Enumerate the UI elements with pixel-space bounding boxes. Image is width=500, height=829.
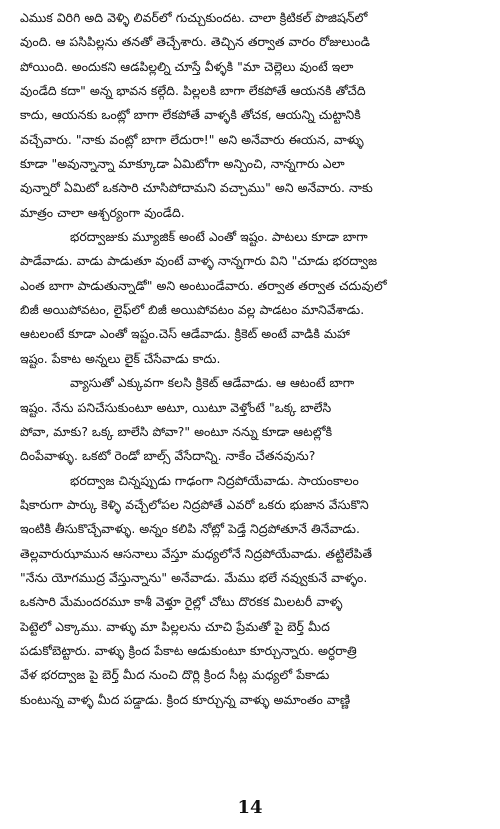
paragraph-start-line: వ్యాసుతో ఎక్కువగా కలసి క్రికెట్ ఆడేవాడు. ఆ ఆటంటే బాగా xyxy=(70,375,355,391)
text-line: వేళ భరద్వాజ పై బెర్త్ మీద నుంచి దొర్లి క్రింద సీట్ల మధ్యలో పేకాడు xyxy=(20,667,330,683)
text-line: పాడేవాడు. వాడు పాడుతూ వుంటే వాళ్ళ నాన్నగారు విని "చూడు భరద్వాజ xyxy=(20,253,378,269)
text-line: ఆటలంటే కూడా ఎంతో ఇష్టం.చెస్ ఆడేవాడు. క్రికెట్ అంటే వాడికి మహా xyxy=(20,326,350,342)
paragraph-start-line: భరద్వాజుకు మ్యూజిక్ అంటే ఎంతో ఇష్టం. పాటలు కూడా బాగా xyxy=(70,229,368,245)
text-line: తెల్లవారుఝామున ఆసనాలు వేస్తూ మధ్యలోనే నిద్రపోయేవాడు. తట్టిలేపితే xyxy=(20,545,373,561)
text-line: బిజీ అయిపోవటం, లైఫ్‌లో బిజీ అయిపోవటం వల్ల పాడటం మానివేశాడు. xyxy=(20,302,365,318)
text-line: కూడా "అవున్నాన్నా మాక్కూడా ఏమిటోగా అన్పించి, నాన్నగారు ఎలా xyxy=(20,156,345,172)
paragraph-start-line: భరద్వాజ చిన్నప్పుడు గాఢంగా నిద్రపోయేవాడు. సాయంకాలం xyxy=(70,472,359,488)
text-line: వుంది. ఆ పసిపిల్లను తనతో తెచ్చేశారు. తెచ్చిన తర్వాత వారం రోజులుండి xyxy=(20,34,370,50)
text-line: "నేను యోగముద్ర వేస్తున్నాను" అనేవాడు. మేము భలే నవ్వుకునే వాళ్ళం. xyxy=(20,569,368,585)
text-line: వున్నారో ఏమిటో ఒకసారి చూసిపోదామని వచ్చాము" అని అనేవారు. నాకు xyxy=(20,180,373,196)
text-line: మాత్రం చాలా ఆశ్చర్యంగా వుండేది. xyxy=(20,204,185,220)
text-line: ఇంటికి తీసుకొచ్చేవాళ్ళు. అన్నం కలిపి నోట్లో పెడ్తే నిద్రపోతూనే తినేవాడు. xyxy=(20,521,360,537)
text-line: దింపేవాళ్ళు. ఒకటో రెండో బాల్స్ వేసేదాన్ని. నాకేం చేతనవును? xyxy=(20,448,316,464)
text-line: పెట్టెలో ఎక్కాము. వాళ్ళు మా పిల్లలను చూచి ప్రేమతో పై బెర్త్ మీద xyxy=(20,618,330,634)
text-line: పోయింది. అందుకని ఆడపిల్లల్ని చూస్తే వీళ్ళకి "మా చెల్లెలు వుంటే ఇలా xyxy=(20,58,354,74)
text-line: కుంటున్న వాళ్ళ మీద పడ్డాడు. క్రింద కూర్చున్న వాళ్ళు అమాంతం వాణ్ణి xyxy=(20,691,351,707)
text-line: వుండేది కదా" అన్న భావన కల్గేది. పిల్లలకి బాగా లేకపోతే ఆయనకి తోచేది xyxy=(20,83,366,99)
body-text xyxy=(20,6,488,712)
text-line: కాదు, ఆయనకు ఒంట్లో బాగా లేకపోతే వాళ్ళకి తోచక, ఆయన్ని చుట్టానికి xyxy=(20,107,361,123)
text-line: పోవా, మాకు? ఒక్క బాలేసి పోవా?" అంటూ నన్ను కూడా ఆటల్లోకి xyxy=(20,423,333,439)
text-line: ఇష్టం. నేను పనిచేసుకుంటూ అటూ, యిటూ వెళ్తోంటే "ఒక్క బాలేసి xyxy=(20,399,332,415)
text-line: ఎంత బాగా పాడుతున్నాడో" అని అంటుండేవారు. తర్వాత తర్వాత చదువులో xyxy=(20,277,387,293)
text-line: పడుకోబెట్టారు. వాళ్ళు క్రింద పేకాట ఆడుకుంటూ కూర్చున్నారు. అర్ధరాత్రి xyxy=(20,642,357,658)
text-line: ఇష్టం. పేకాట అన్నలు లైక్ చేసేవాడు కాదు. xyxy=(20,350,221,366)
text-line: ఒకసారి మేమందరమూ కాశీ వెళ్తూ రైల్లో చోటు దొరకక మిలటరీ వాళ్ళ xyxy=(20,594,343,610)
page-number: 14 xyxy=(237,797,263,818)
text-line: షికారుగా పార్కు కెళ్ళి వచ్చేలోపల నిద్రపోతే ఎవరో ఒకరు భుజాన వేసుకొని xyxy=(20,496,369,512)
text-line: ఎముక విరిగి అది వెళ్ళి లివర్‌లో గుచ్చుకుందట. చాలా క్రిటికల్ పొజిషన్‌లో xyxy=(20,10,368,25)
text-line: వచ్చేవారు. "నాకు వంట్లో బాగా లేదురా!" అని అనేవారు ఈయన, వాళ్ళు xyxy=(20,131,364,147)
